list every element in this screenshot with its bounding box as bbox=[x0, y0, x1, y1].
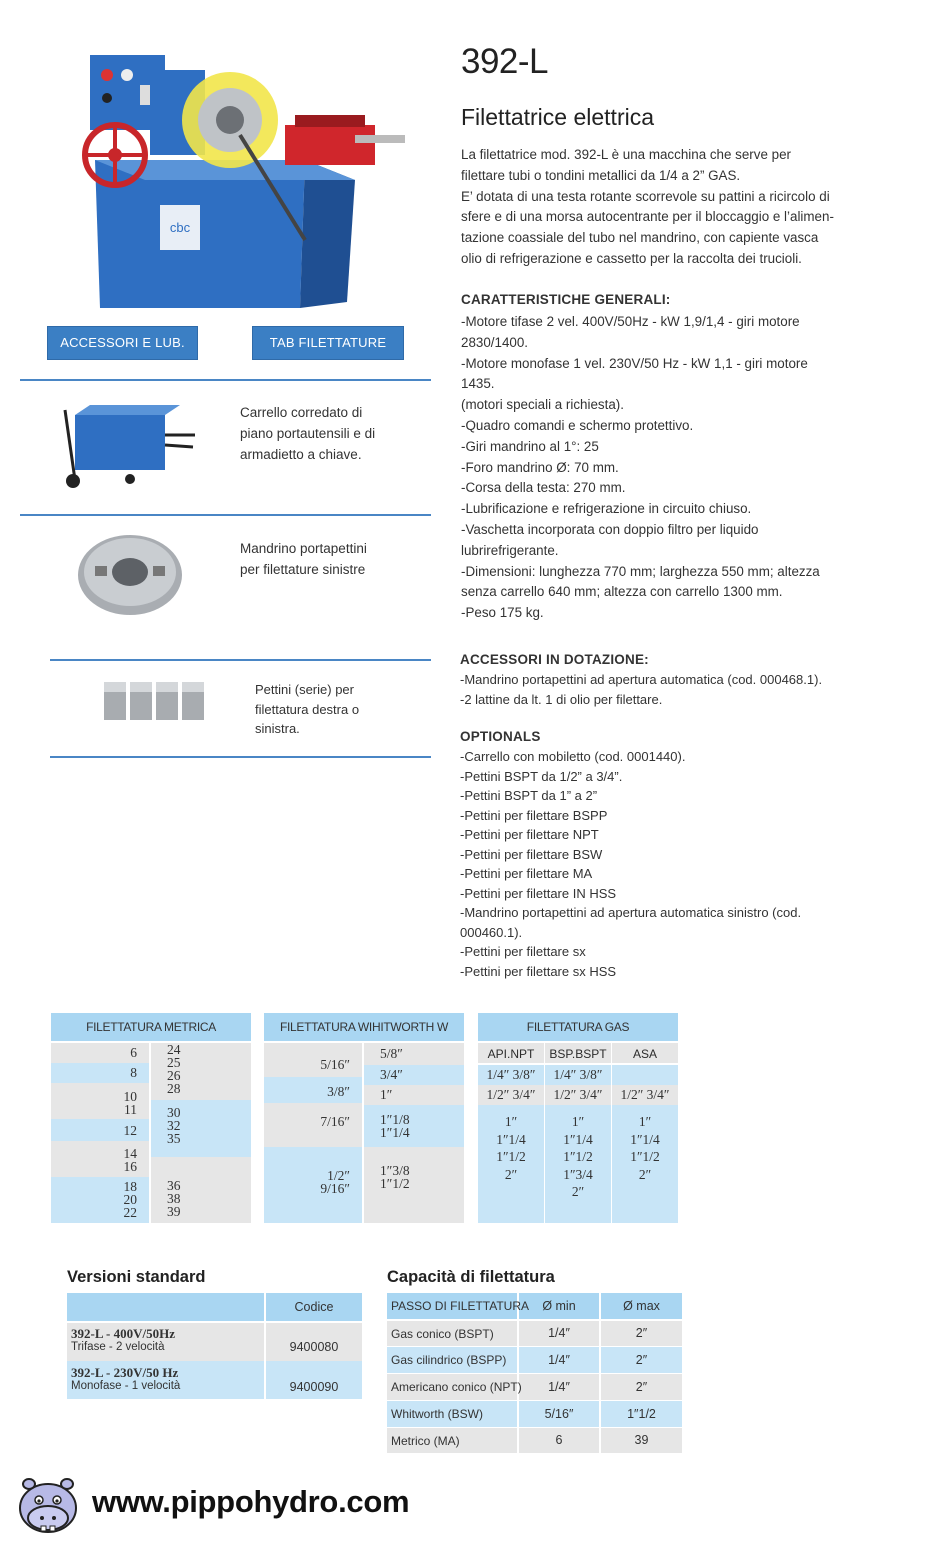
metric-value: 20 bbox=[123, 1192, 137, 1207]
cart-photo bbox=[55, 395, 200, 490]
capacity-thread-type: Gas conico (BSPT) bbox=[391, 1327, 494, 1341]
capacity-min: 1/4″ bbox=[548, 1353, 570, 1367]
capacity-min: 5/16″ bbox=[544, 1407, 574, 1421]
whitworth-value: 1″3/8 bbox=[380, 1163, 410, 1178]
hippo-mascot-icon bbox=[15, 1472, 81, 1536]
metric-value: 38 bbox=[167, 1191, 181, 1206]
metric-value: 18 bbox=[123, 1179, 137, 1194]
gas-thread-table bbox=[478, 1013, 678, 1223]
divider bbox=[50, 756, 431, 758]
capacity-thread-type: Americano conico (NPT) bbox=[391, 1380, 522, 1394]
metric-value: 32 bbox=[167, 1118, 181, 1133]
version-name: 392-L - 400V/50Hz bbox=[71, 1326, 175, 1341]
gas-value-list: 1″ 1″1/4 1″1/2 2″ bbox=[496, 1114, 526, 1182]
gas-value-list: 1″ 1″1/4 1″1/2 1″3/4 2″ bbox=[563, 1114, 593, 1199]
website-url[interactable]: www.pippohydro.com bbox=[92, 1484, 410, 1519]
dies-photo bbox=[102, 678, 212, 723]
gas-value: 1/2″ 3/4″ bbox=[486, 1087, 536, 1102]
metric-thread-table bbox=[51, 1013, 251, 1223]
whitworth-value: 1″1/2 bbox=[380, 1176, 410, 1191]
metric-value: 36 bbox=[167, 1178, 181, 1193]
whitworth-value: 5/16″ bbox=[320, 1057, 350, 1072]
capacity-min: 1/4″ bbox=[548, 1326, 570, 1340]
versions-title: Versioni standard bbox=[67, 1268, 206, 1286]
capacity-title: Capacità di filettatura bbox=[387, 1268, 555, 1286]
capacity-col-header: PASSO DI FILETTATURA bbox=[391, 1299, 530, 1313]
capacity-min: 6 bbox=[555, 1433, 563, 1447]
code-header: Codice bbox=[294, 1300, 334, 1314]
machine-photo bbox=[55, 40, 415, 315]
metric-value: 28 bbox=[167, 1081, 181, 1096]
capacity-max: 39 bbox=[634, 1433, 649, 1447]
chuck-photo bbox=[75, 530, 185, 620]
capacity-col-header: Ø max bbox=[623, 1299, 660, 1313]
whitworth-value: 1″ bbox=[380, 1087, 393, 1102]
optionals-list: -Carrello con mobiletto (cod. 0001440). -Pettini BSPT da 1/2” a 3/4”. -Pettini BSPT da 1” a 2” -Pettini per filettare BSPP -Pettini per filettare NPT -Pettini per filettare BSW -Pettini per filettare MA -Pettini per filettare IN HSS -Mandrino portapettini ad apertura automatica sinistro (cod. 000460.1). -Pettini per filettare sx -Pettini per filettare sx HSS bbox=[460, 749, 802, 979]
version-sub: Trifase - 2 velocità bbox=[71, 1341, 165, 1353]
metric-value: 6 bbox=[130, 1045, 137, 1060]
whitworth-value: 3/8″ bbox=[327, 1084, 350, 1099]
capacity-min: 1/4″ bbox=[548, 1380, 570, 1394]
gas-col-header: BSP.BSPT bbox=[549, 1047, 607, 1061]
version-code: 9400090 bbox=[289, 1380, 339, 1394]
capacity-max: 2″ bbox=[635, 1353, 648, 1367]
metric-value: 22 bbox=[123, 1205, 137, 1220]
whitworth-header: FILETTATURA WIHITWORTH W bbox=[264, 1013, 464, 1041]
optionals-heading: OPTIONALS bbox=[460, 729, 541, 744]
metric-value: 8 bbox=[130, 1065, 137, 1080]
metric-value: 12 bbox=[123, 1123, 137, 1138]
capacity-thread-type: Gas cilindrico (BSPP) bbox=[391, 1353, 507, 1367]
page-subtitle: Filettatrice elettrica bbox=[461, 104, 655, 130]
gas-value-list: 1″ 1″1/4 1″1/2 2″ bbox=[630, 1114, 660, 1182]
accessory-cart-text: Carrello corredato di piano portautensili e di armadietto a chiave. bbox=[240, 405, 376, 462]
versions-table bbox=[67, 1293, 362, 1399]
whitworth-value: 1″1/4 bbox=[380, 1125, 410, 1140]
metric-header: FILETTATURA METRICA bbox=[51, 1013, 251, 1041]
divider bbox=[20, 379, 431, 381]
whitworth-value: 7/16″ bbox=[320, 1114, 350, 1129]
gas-value: 1/2″ 3/4″ bbox=[553, 1087, 603, 1102]
metric-value: 10 bbox=[123, 1089, 137, 1104]
accessories-included-heading: ACCESSORI IN DOTAZIONE: bbox=[460, 652, 649, 667]
gas-value: 1/4″ 3/8″ bbox=[553, 1067, 603, 1082]
version-code: 9400080 bbox=[289, 1340, 339, 1354]
divider bbox=[50, 659, 431, 661]
metric-value: 24 bbox=[167, 1042, 181, 1057]
capacity-max: 2″ bbox=[635, 1380, 648, 1394]
gas-value: 1/2″ 3/4″ bbox=[620, 1087, 670, 1102]
general-list: -Motore tifase 2 vel. 400V/50Hz - kW 1,9/1,4 - giri motore 2830/1400. -Motore monofase 1 vel. 230V/50 Hz - kW 1,1 - giri motore 1435. (motori speciali a richiesta). -Quadro comandi e schermo protettivo. -Giri mandrino al 1°: 25 -Foro mandrino Ø: 70 mm. -Corsa della testa: 270 mm. -Lubrificazione e refrigerazione in circuito chiuso. -Vaschetta incorporata con doppio filtro per liquido lubrirefrigerante. -Dimensioni: lunghezza 770 mm; larghezza 550 mm; altezza senza carrello 640 mm; altezza con carrello 1300 mm. -Peso 175 kg. bbox=[461, 314, 820, 621]
metric-value: 26 bbox=[167, 1068, 181, 1083]
metric-value: 14 bbox=[123, 1146, 137, 1161]
accessory-dies-text: Pettini (serie) per filettatura destra o sinistra. bbox=[255, 682, 360, 736]
metric-value: 30 bbox=[167, 1105, 181, 1120]
divider bbox=[20, 514, 431, 516]
page-title: 392-L bbox=[461, 42, 549, 81]
general-heading: CARATTERISTICHE GENERALI: bbox=[461, 292, 671, 307]
whitworth-value: 5/8″ bbox=[380, 1046, 403, 1061]
metric-value: 25 bbox=[167, 1055, 181, 1070]
gas-col-header: ASA bbox=[632, 1047, 657, 1061]
capacity-thread-type: Whitworth (BSW) bbox=[391, 1407, 484, 1421]
version-sub: Monofase - 1 velocità bbox=[71, 1380, 181, 1392]
whitworth-thread-table bbox=[264, 1013, 464, 1223]
svg-text:cbc: cbc bbox=[169, 220, 191, 235]
product-description: La filettatrice mod. 392-L è una macchina che serve per filettare tubi o tondini metallici da 1/4 a 2” GAS. E’ dotata di una testa rotante scorrevole su pattini a ricircolo di sfere e di una morsa autocentrante per il bloccaggio e l’alimen- tazione coassiale del tubo nel mandrino, con capiente vasca olio di refrigerazione e cassetto per la raccolta dei trucioli. bbox=[461, 147, 834, 266]
gas-header: FILETTATURA GAS bbox=[478, 1013, 678, 1041]
capacity-max: 2″ bbox=[635, 1326, 648, 1340]
metric-value: 16 bbox=[123, 1159, 137, 1174]
capacity-max: 1″1/2 bbox=[627, 1407, 656, 1421]
accessories-included-list: -Mandrino portapettini ad apertura automatica (cod. 000468.1). -2 lattine da lt. 1 di olio per filettare. bbox=[460, 672, 823, 707]
whitworth-value: 1″1/8 bbox=[380, 1112, 410, 1127]
accessories-button[interactable]: ACCESSORI E LUB. bbox=[47, 326, 198, 360]
whitworth-value: 1/2″ bbox=[327, 1168, 350, 1183]
capacity-col-header: Ø min bbox=[542, 1299, 576, 1313]
capacity-thread-type: Metrico (MA) bbox=[391, 1434, 460, 1448]
metric-value: 39 bbox=[167, 1204, 181, 1219]
capacity-table bbox=[387, 1293, 682, 1453]
metric-value: 11 bbox=[124, 1102, 137, 1117]
whitworth-value: 9/16″ bbox=[320, 1181, 350, 1196]
accessory-chuck-text: Mandrino portapettini per filettature sinistre bbox=[240, 541, 367, 577]
threading-table-button[interactable]: TAB FILETTATURE bbox=[252, 326, 404, 360]
version-name: 392-L - 230V/50 Hz bbox=[71, 1365, 179, 1380]
metric-value: 35 bbox=[167, 1131, 181, 1146]
gas-col-header: API.NPT bbox=[487, 1047, 535, 1061]
gas-value: 1/4″ 3/8″ bbox=[486, 1067, 536, 1082]
whitworth-value: 3/4″ bbox=[380, 1067, 403, 1082]
